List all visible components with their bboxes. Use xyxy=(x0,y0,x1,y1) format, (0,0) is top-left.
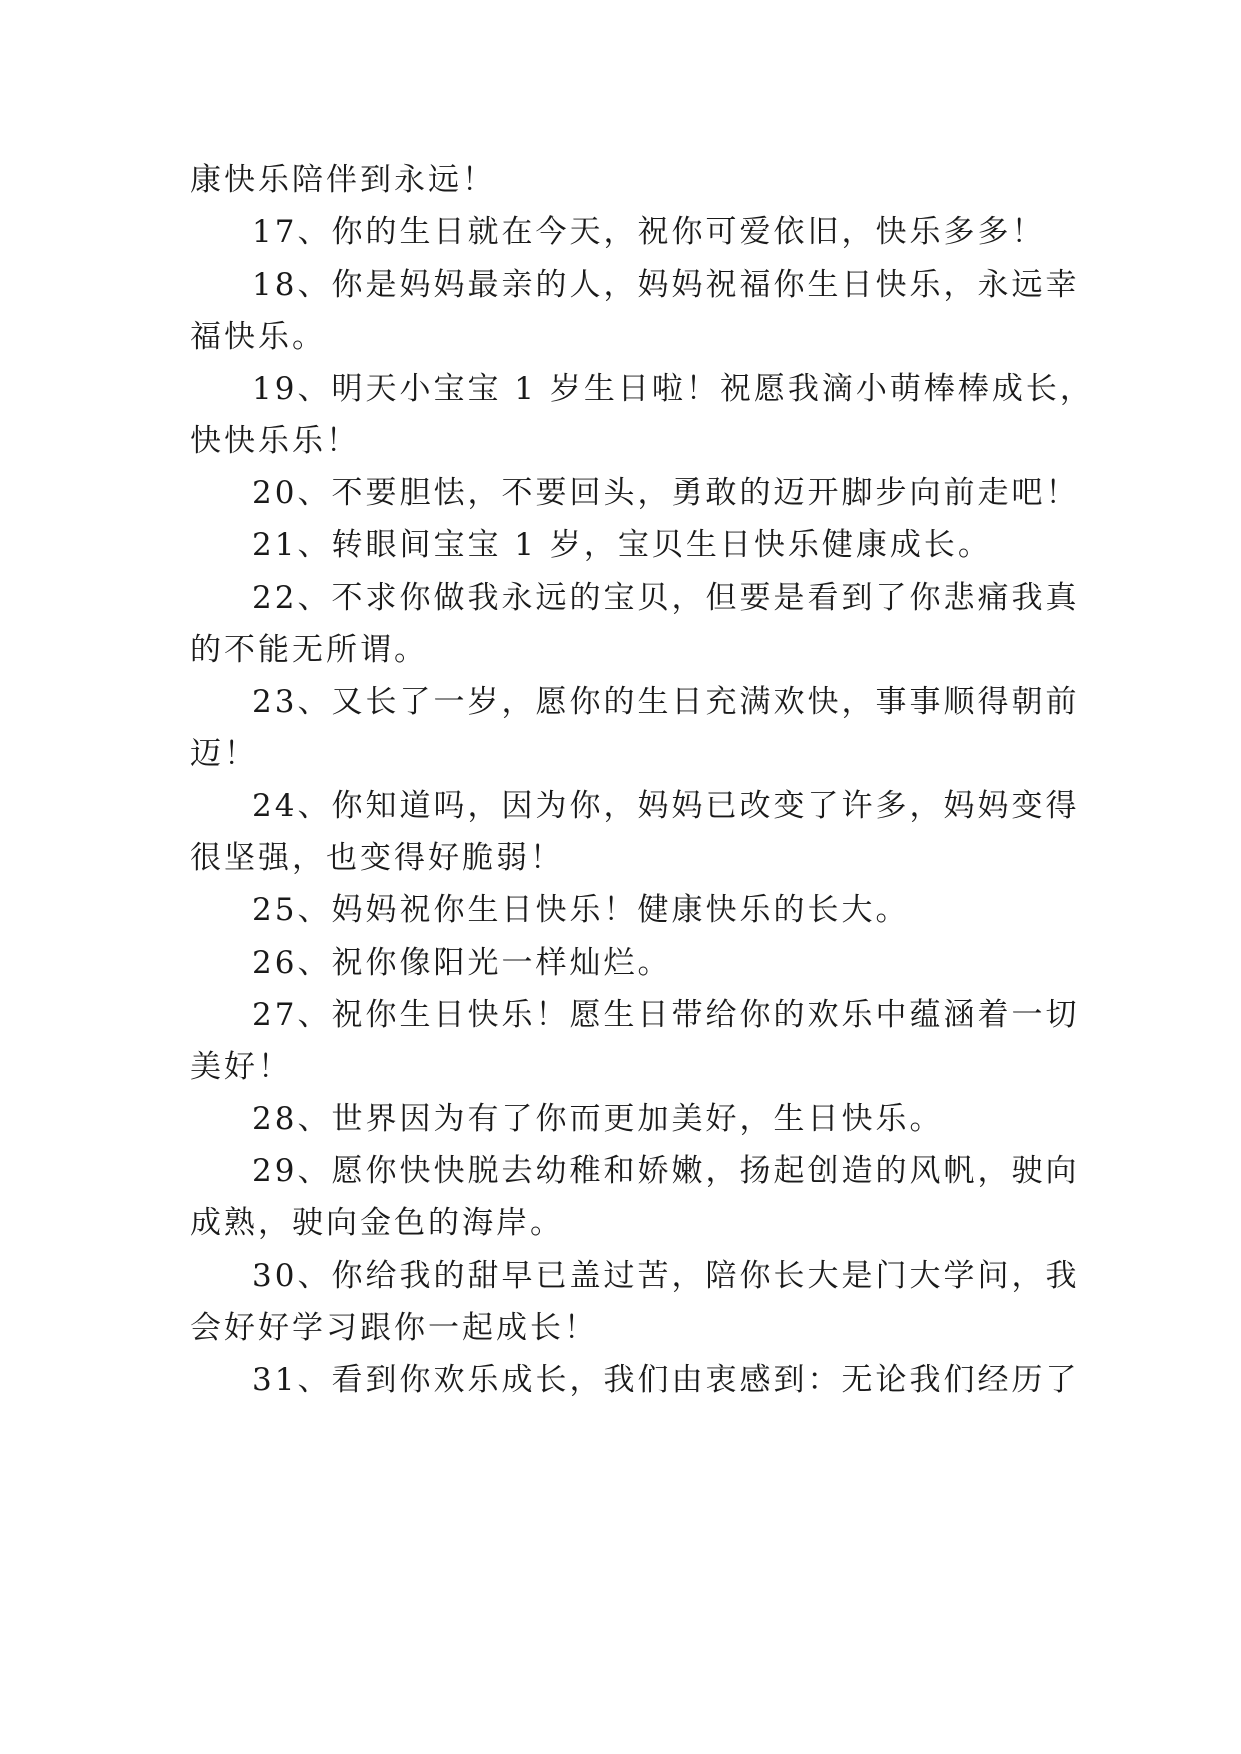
text-line: 28、世界因为有了你而更加美好，生日快乐。 xyxy=(252,1101,944,1137)
text-line: 17、你的生日就在今天，祝你可爱依旧，快乐多多！ xyxy=(252,214,1046,250)
text-line: 会好好学习跟你一起成长！ xyxy=(190,1310,598,1346)
text-line: 成熟，驶向金色的海岸。 xyxy=(190,1205,564,1241)
text-line: 23、又长了一岁，愿你的生日充满欢快，事事顺得朝前 xyxy=(252,684,1080,720)
text-line: 19、明天小宝宝 1 岁生日啦！祝愿我滴小萌棒棒成长， xyxy=(252,371,1094,407)
text-line: 31、看到你欢乐成长，我们由衷感到：无论我们经历了 xyxy=(252,1362,1080,1398)
text-line: 27、祝你生日快乐！愿生日带给你的欢乐中蕴涵着一切 xyxy=(252,997,1080,1033)
text-line: 的不能无所谓。 xyxy=(190,632,428,668)
text-line: 很坚强，也变得好脆弱！ xyxy=(190,840,564,876)
text-line: 快快乐乐！ xyxy=(190,423,360,459)
text-line: 20、不要胆怯，不要回头，勇敢的迈开脚步向前走吧！ xyxy=(252,475,1080,511)
text-line: 29、愿你快快脱去幼稚和娇嫩，扬起创造的风帆，驶向 xyxy=(252,1153,1080,1189)
text-line: 美好！ xyxy=(190,1049,292,1085)
text-line: 22、不求你做我永远的宝贝，但要是看到了你悲痛我真 xyxy=(252,580,1080,616)
text-line: 24、你知道吗，因为你，妈妈已改变了许多，妈妈变得 xyxy=(252,788,1080,824)
text-line: 21、转眼间宝宝 1 岁，宝贝生日快乐健康成长。 xyxy=(252,527,992,563)
text-line: 18、你是妈妈最亲的人，妈妈祝福你生日快乐，永远幸 xyxy=(252,267,1080,303)
text-line: 福快乐。 xyxy=(190,319,326,355)
text-line: 25、妈妈祝你生日快乐！健康快乐的长大。 xyxy=(252,892,910,928)
text-line: 康快乐陪伴到永远！ xyxy=(190,162,496,198)
text-line: 26、祝你像阳光一样灿烂。 xyxy=(252,945,672,981)
text-line: 30、你给我的甜早已盖过苦，陪你长大是门大学问，我 xyxy=(252,1258,1080,1294)
text-line: 迈！ xyxy=(190,736,258,772)
